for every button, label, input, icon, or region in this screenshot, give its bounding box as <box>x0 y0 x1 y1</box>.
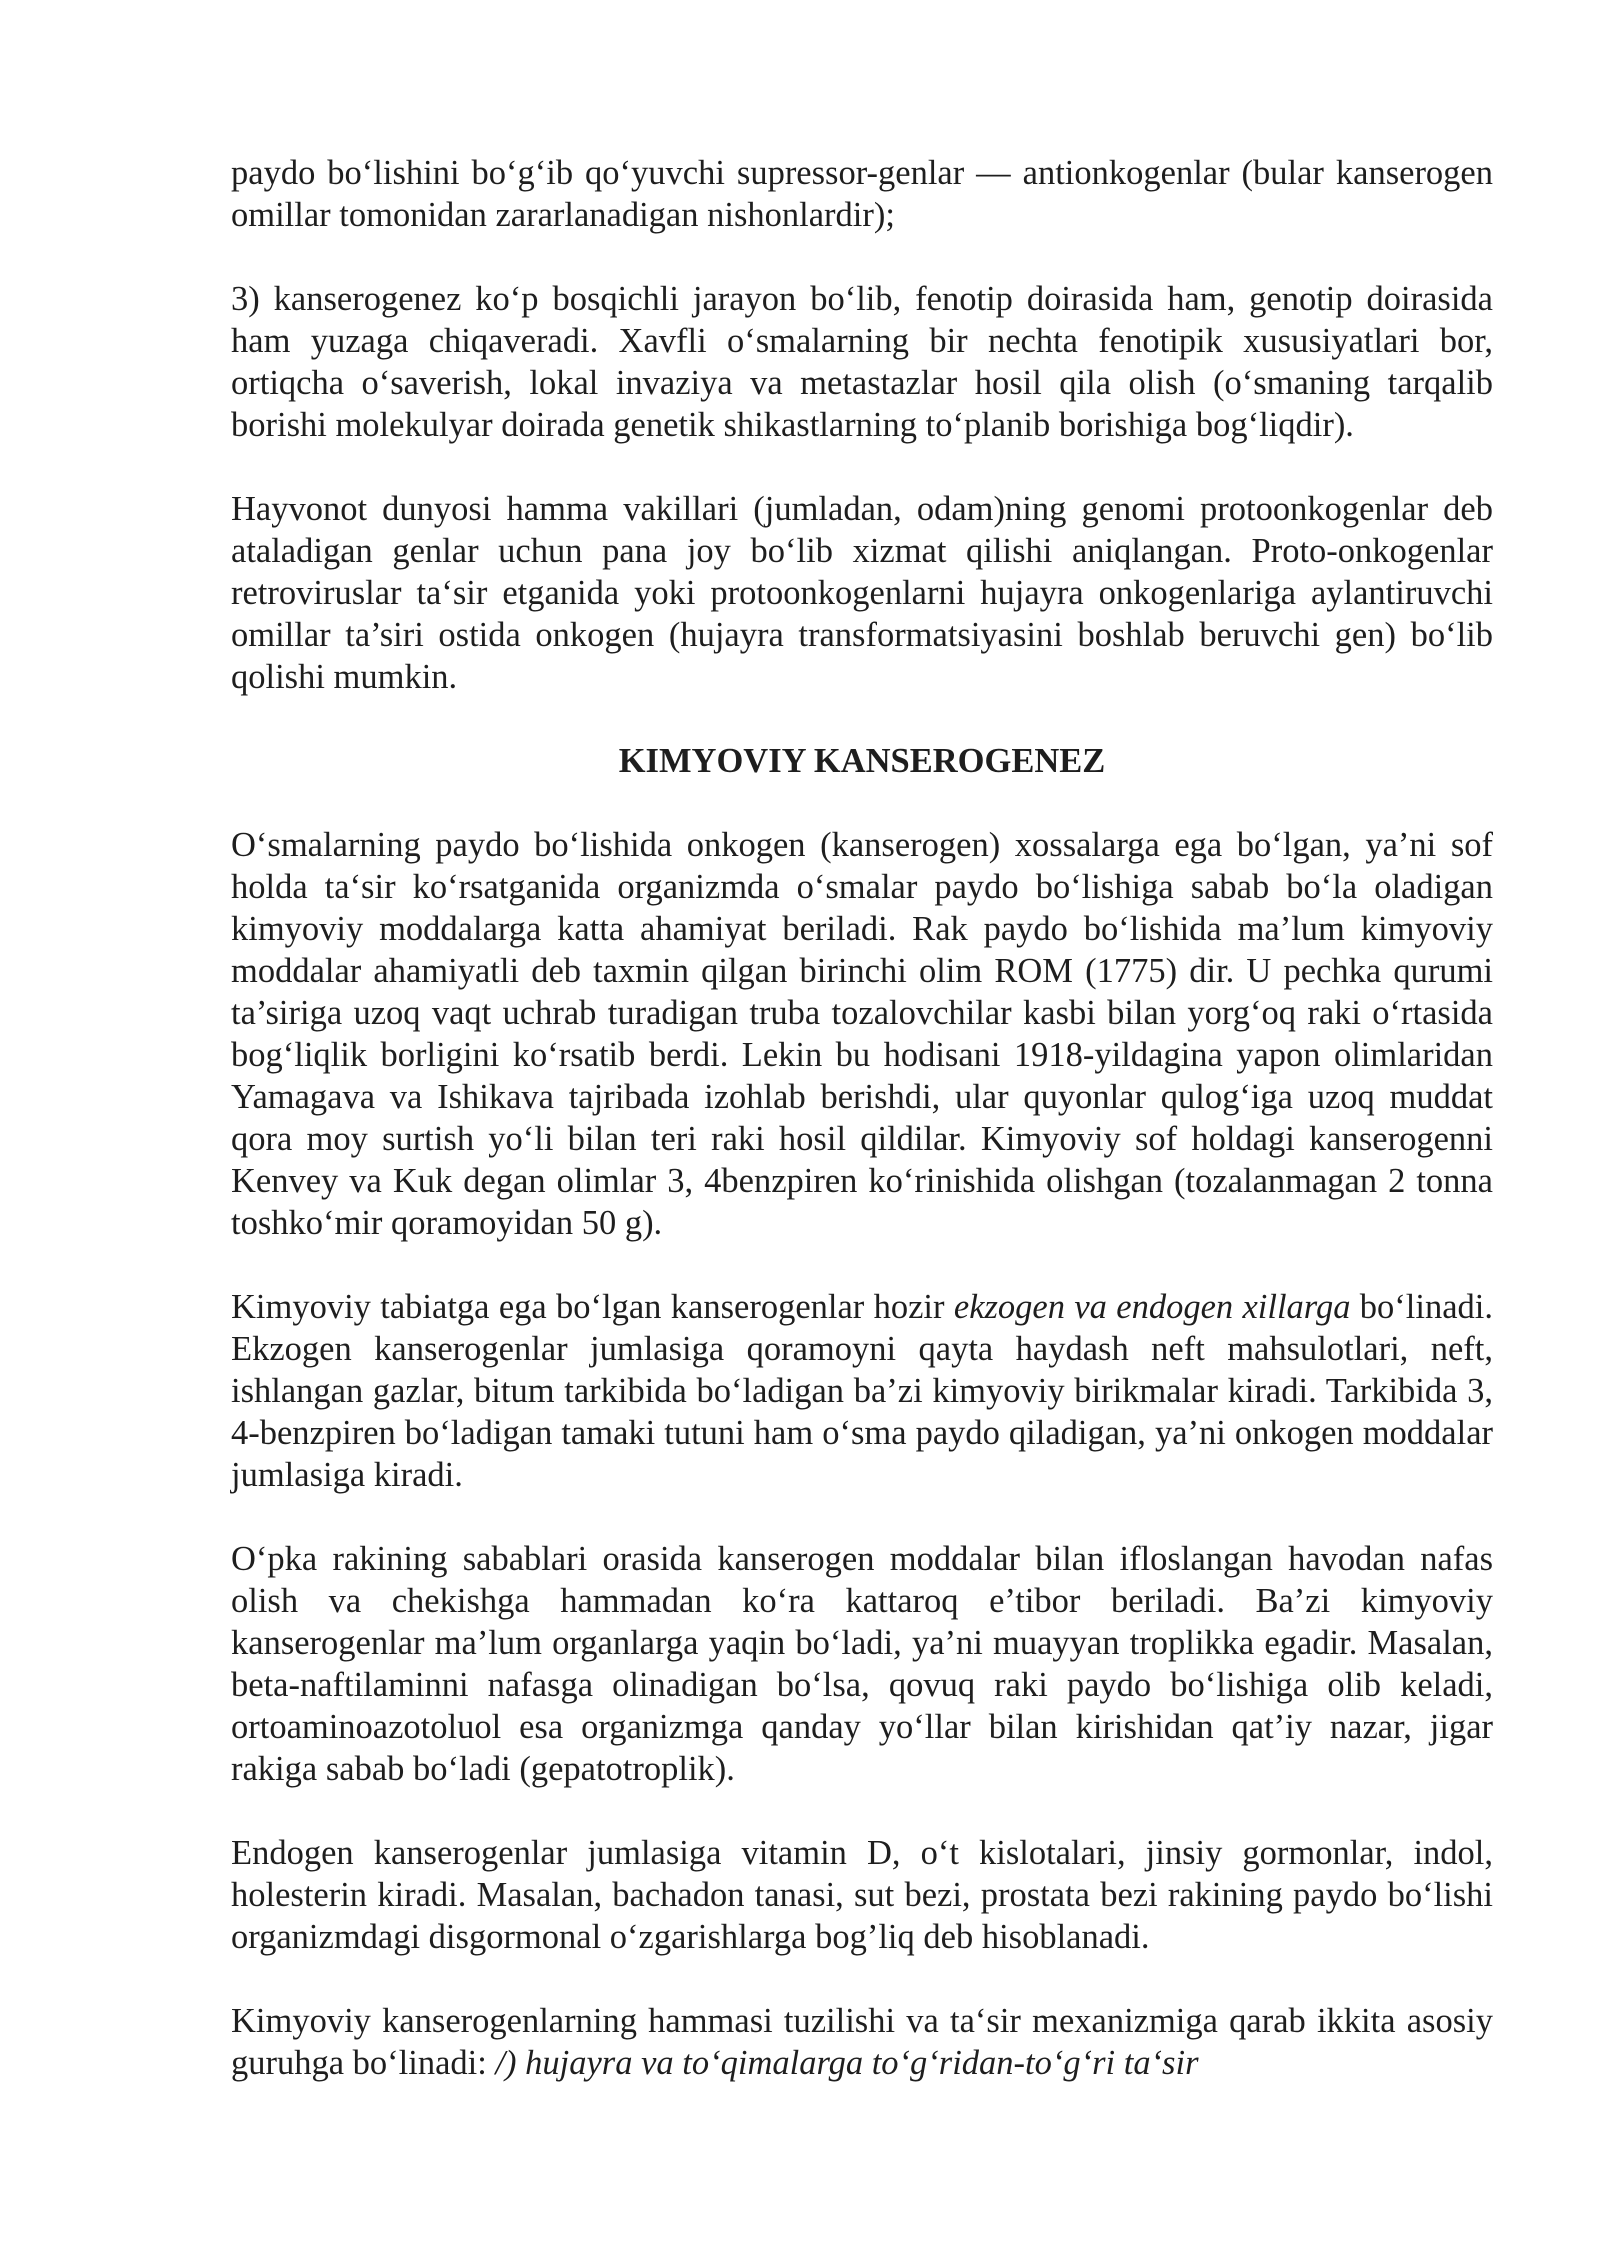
paragraph-text: 3) kanserogenez koʻp bosqichli jarayon boʻlib, fenotip doirasida ham, genotip doirasida ham yuzaga chiqaveradi. Xavfli oʻsmalarning bir nechta fenotipik xususiyatlari bor, ortiqcha oʻsaverish, lokal invaziya va metastazlar hosil qila olish (oʻsmaning tarqalib borishi molekulyar doirada genetik shikastlarning toʻplanib borishiga bogʻliqdir). <box>231 280 1493 444</box>
paragraph-text: Oʻpka rakining sabablari orasida kanserogen moddalar bilan ifloslangan havodan nafas olish va chekishga hammadan koʻra kattaroq e’tibor beriladi. Ba’zi kimyoviy kanserogenlar ma’lum organlarga yaqin boʻladi, ya’ni muayyan troplikka egadir. Masalan, beta-naftilaminni nafasga olinadigan boʻlsa, qovuq raki paydo boʻlishiga olib keladi, ortoaminoazotoluol esa organizmga qanday yoʻllar bilan kirishidan qat’iy nazar, jigar rakiga sabab boʻladi (gepatotroplik). <box>231 1540 1493 1788</box>
italic-term: ekzogen va endogen xillarga <box>953 1288 1351 1326</box>
paragraph-text: Hayvonot dunyosi hamma vakillari (jumladan, odam)ning genomi protoonkogenlar deb ataladigan genlar uchun pana joy boʻlib xizmat qilishi aniqlangan. Proto-onkogenlar retroviruslar taʻsir etganida yoki protoonkogenlarni hujayra onkogenlariga aylantiruvchi omillar ta’siri ostida onkogen (hujayra transformatsiyasini boshlab beruvchi gen) boʻlib qolishi mumkin. <box>231 490 1493 696</box>
paragraph-text-start: Kimyoviy tabiatga ega boʻlgan kanserogenlar hozir <box>231 1288 954 1326</box>
paragraph-kimyoviy-moddalar <box>231 824 1493 1244</box>
paragraph-text-start: Kimyoviy kanserogenlarning hammasi tuzilishi va taʻsir mexanizmiga qarab ikkita asosiy guruhga boʻlinadi: <box>231 2002 1493 2082</box>
paragraph-protoonkogenlar <box>231 488 1493 698</box>
paragraph-guruhlar <box>231 2000 1493 2084</box>
paragraph-endogen-kanserogenlar <box>231 1832 1493 1958</box>
paragraph-kanserogen-xillari <box>231 1286 1493 1496</box>
paragraph-kanserogenez-bosqichlari <box>231 278 1493 446</box>
paragraph-text-end: boʻlinadi. Ekzogen kanserogenlar jumlasiga qoramoyni qayta haydash neft mahsulotlari, neft, ishlangan gazlar, bitum tarkibida boʻladigan ba’zi kimyoviy birikmalar kiradi. Tarkibida 3, 4-benzpiren boʻladigan tamaki tutuni ham oʻsma paydo qiladigan, ya’ni onkogen moddalar jumlasiga kiradi. <box>231 1288 1493 1494</box>
paragraph-opka-raki <box>231 1538 1493 1790</box>
paragraph-text: Oʻsmalarning paydo boʻlishida onkogen (kanserogen) xossalarga ega boʻlgan, ya’ni sof holda taʻsir koʻrsatganida organizmda oʻsmalar paydo boʻlishiga sabab boʻla oladigan kimyoviy moddalarga katta ahamiyat beriladi. Rak paydo boʻlishida ma’lum kimyoviy moddalar ahamiyatli deb taxmin qilgan birinchi olim ROM (1775) dir. U pechka qurumi ta’siriga uzoq vaqt uchrab turadigan truba tozalovchilar kasbi bilan yorgʻoq raki oʻrtasida bogʻliqlik borligini koʻrsatib berdi. Lekin bu hodisani 1918-yildagina yapon olimlaridan Yamagava va Ishikava tajribada izohlab berishdi, ular quyonlar qulogʻiga uzoq muddat qora moy surtish yoʻli bilan teri raki hosil qildilar. Kimyoviy sof holdagi kanserogenni Kenvey va Kuk degan olimlar 3, 4benzpiren koʻrinishida olishgan (tozalanmagan 2 tonna toshkoʻmir qoramoyidan 50 g). <box>231 826 1493 1242</box>
paragraph-supressor-genlar <box>231 152 1493 236</box>
document-page <box>231 152 1493 2126</box>
section-heading: KIMYOVIY KANSEROGENEZ <box>618 742 1106 780</box>
paragraph-text: paydo boʻlishini boʻgʻib qoʻyuvchi supressor-genlar — antionkogenlar (bular kanserogen omillar tomonidan zararlanadigan nishonlardir); <box>231 154 1493 234</box>
italic-term: /) hujayra va toʻqimalarga toʻgʻridan-toʻgʻri taʻsir <box>495 2044 1199 2082</box>
paragraph-text: Endogen kanserogenlar jumlasiga vitamin D, oʻt kislotalari, jinsiy gormonlar, indol, holesterin kiradi. Masalan, bachadon tanasi, sut bezi, prostata bezi rakining paydo boʻlishi organizmdagi disgormonal oʻzgarishlarga bog’liq deb hisoblanadi. <box>231 1834 1493 1956</box>
